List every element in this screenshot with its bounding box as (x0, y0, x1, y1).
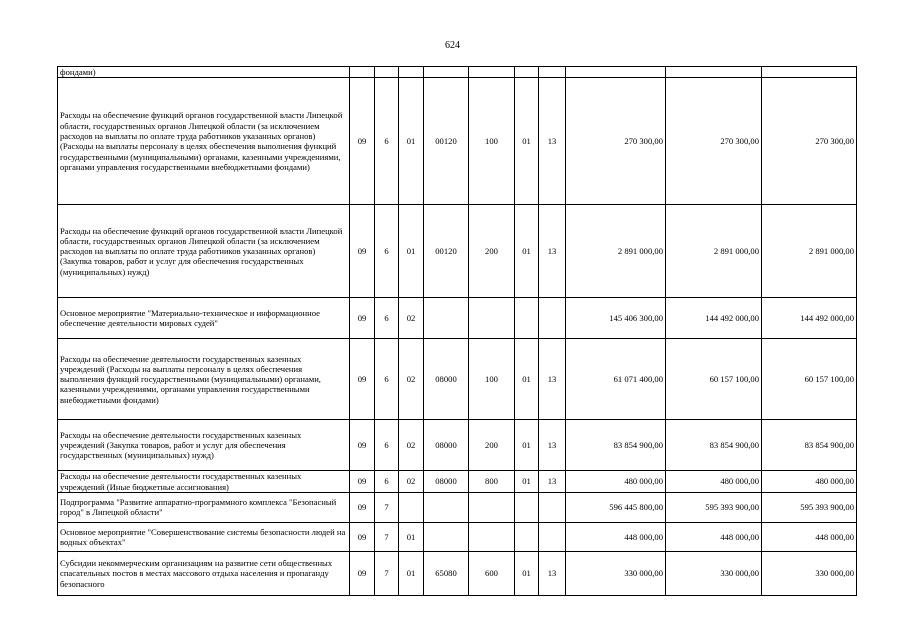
amount-year-2: 595 393 900,00 (666, 492, 762, 522)
code-direction (424, 67, 469, 78)
code-division (515, 67, 539, 78)
row-description: Основное мероприятие "Материально-техническое и информационное обеспечение деятельности мировых судей" (58, 298, 350, 339)
code-direction: 08000 (424, 471, 469, 493)
code-section: 09 (350, 492, 375, 522)
code-main-event (399, 492, 424, 522)
amount-year-2: 448 000,00 (666, 522, 762, 551)
code-expense-type: 800 (469, 471, 515, 493)
code-subprogram (375, 67, 399, 78)
row-description: Подпрограмма "Развитие аппаратно-программного комплекса "Безопасный город" в Липецкой области" (58, 492, 350, 522)
code-main-event (399, 67, 424, 78)
code-main-event: 02 (399, 420, 424, 471)
code-direction: 00120 (424, 205, 469, 298)
table-row (58, 471, 857, 493)
row-description: Основное мероприятие "Совершенствование системы безопасности людей на водных объектах" (58, 522, 350, 551)
table-row (58, 78, 857, 205)
row-description: Расходы на обеспечение функций органов государственной власти Липецкой области, государственных органов Липецкой области (за исключением расходов на выплаты по оплате труда работников указанных органов) (Расходы на выплаты персоналу в целях обеспечения выполнения функций государственными (муниципальными) органами, казенными учреждениями, органами управления государственными внебюджетными фондами) (58, 78, 350, 205)
amount-year-2: 270 300,00 (666, 78, 762, 205)
code-direction: 08000 (424, 420, 469, 471)
row-description: Расходы на обеспечение функций органов государственной власти Липецкой области, государственных органов Липецкой области (за исключением расходов на выплаты по оплате труда работников указанных органов) (Закупка товаров, работ и услуг для обеспечения государственных (муниципальных) нужд) (58, 205, 350, 298)
code-subprogram: 6 (375, 471, 399, 493)
table-row (58, 339, 857, 420)
code-subdivision: 13 (539, 471, 566, 493)
amount-year-3: 60 157 100,00 (762, 339, 857, 420)
code-subdivision (539, 522, 566, 551)
amount-year-1: 270 300,00 (566, 78, 666, 205)
code-main-event: 01 (399, 205, 424, 298)
amount-year-2: 83 854 900,00 (666, 420, 762, 471)
code-subdivision: 13 (539, 78, 566, 205)
amount-year-1: 83 854 900,00 (566, 420, 666, 471)
code-subdivision: 13 (539, 205, 566, 298)
amount-year-3 (762, 67, 857, 78)
code-direction: 65080 (424, 551, 469, 595)
code-expense-type (469, 67, 515, 78)
code-expense-type (469, 298, 515, 339)
code-division: 01 (515, 551, 539, 595)
code-expense-type (469, 522, 515, 551)
code-division: 01 (515, 78, 539, 205)
code-division (515, 522, 539, 551)
table-row (58, 522, 857, 551)
code-division: 01 (515, 420, 539, 471)
code-subprogram: 6 (375, 420, 399, 471)
table-row (58, 492, 857, 522)
amount-year-3: 595 393 900,00 (762, 492, 857, 522)
amount-year-1: 61 071 400,00 (566, 339, 666, 420)
code-subprogram: 6 (375, 78, 399, 205)
table-row (58, 67, 857, 78)
amount-year-1: 330 000,00 (566, 551, 666, 595)
amount-year-2: 144 492 000,00 (666, 298, 762, 339)
amount-year-2 (666, 67, 762, 78)
budget-table (57, 66, 857, 596)
page-number: 624 (445, 40, 460, 51)
code-division (515, 492, 539, 522)
code-main-event: 01 (399, 522, 424, 551)
code-section: 09 (350, 339, 375, 420)
code-expense-type: 200 (469, 205, 515, 298)
code-expense-type: 600 (469, 551, 515, 595)
code-division: 01 (515, 205, 539, 298)
code-subprogram: 6 (375, 298, 399, 339)
code-main-event: 02 (399, 339, 424, 420)
amount-year-1: 448 000,00 (566, 522, 666, 551)
code-division: 01 (515, 339, 539, 420)
table-row (58, 420, 857, 471)
amount-year-3: 330 000,00 (762, 551, 857, 595)
code-main-event: 01 (399, 78, 424, 205)
row-description: Расходы на обеспечение деятельности государственных казенных учреждений (Закупка товаров, работ и услуг для обеспечения государственных (муниципальных) нужд) (58, 420, 350, 471)
amount-year-2: 330 000,00 (666, 551, 762, 595)
code-expense-type: 100 (469, 78, 515, 205)
code-section: 09 (350, 205, 375, 298)
amount-year-3: 2 891 000,00 (762, 205, 857, 298)
code-expense-type: 100 (469, 339, 515, 420)
code-division (515, 298, 539, 339)
code-subprogram: 7 (375, 551, 399, 595)
code-subdivision (539, 492, 566, 522)
code-section: 09 (350, 78, 375, 205)
code-subprogram: 6 (375, 205, 399, 298)
row-description: Субсидии некоммерческим организациям на развитие сети общественных спасательных постов в местах массового отдыха населения и пропаганду безопасного (58, 551, 350, 595)
code-direction (424, 492, 469, 522)
code-subdivision (539, 298, 566, 339)
amount-year-2: 480 000,00 (666, 471, 762, 493)
amount-year-1: 596 445 800,00 (566, 492, 666, 522)
amount-year-1: 480 000,00 (566, 471, 666, 493)
code-expense-type: 200 (469, 420, 515, 471)
table-row (58, 551, 857, 595)
code-direction: 08000 (424, 339, 469, 420)
code-main-event: 01 (399, 551, 424, 595)
code-section: 09 (350, 471, 375, 493)
code-division: 01 (515, 471, 539, 493)
code-main-event: 02 (399, 471, 424, 493)
code-subprogram: 7 (375, 522, 399, 551)
amount-year-2: 60 157 100,00 (666, 339, 762, 420)
code-direction: 00120 (424, 78, 469, 205)
code-section: 09 (350, 298, 375, 339)
code-direction (424, 522, 469, 551)
code-subdivision: 13 (539, 551, 566, 595)
code-subdivision: 13 (539, 339, 566, 420)
amount-year-3: 83 854 900,00 (762, 420, 857, 471)
row-description: Расходы на обеспечение деятельности государственных казенных учреждений (Расходы на выплаты персоналу в целях обеспечения выполнения функций государственными (муниципальными) органами, казенными учреждениями, органами управления государственными внебюджетными фондами) (58, 339, 350, 420)
amount-year-3: 448 000,00 (762, 522, 857, 551)
amount-year-1 (566, 67, 666, 78)
code-main-event: 02 (399, 298, 424, 339)
amount-year-3: 270 300,00 (762, 78, 857, 205)
amount-year-1: 145 406 300,00 (566, 298, 666, 339)
code-section: 09 (350, 420, 375, 471)
code-section: 09 (350, 522, 375, 551)
code-subdivision: 13 (539, 420, 566, 471)
code-subdivision (539, 67, 566, 78)
table-row (58, 298, 857, 339)
code-subprogram: 7 (375, 492, 399, 522)
code-direction (424, 298, 469, 339)
code-section (350, 67, 375, 78)
amount-year-1: 2 891 000,00 (566, 205, 666, 298)
amount-year-3: 144 492 000,00 (762, 298, 857, 339)
code-subprogram: 6 (375, 339, 399, 420)
row-description: фондами) (58, 67, 350, 78)
amount-year-2: 2 891 000,00 (666, 205, 762, 298)
amount-year-3: 480 000,00 (762, 471, 857, 493)
row-description: Расходы на обеспечение деятельности государственных казенных учреждений (Иные бюджетные ассигнования) (58, 471, 350, 493)
table-row (58, 205, 857, 298)
code-section: 09 (350, 551, 375, 595)
code-expense-type (469, 492, 515, 522)
